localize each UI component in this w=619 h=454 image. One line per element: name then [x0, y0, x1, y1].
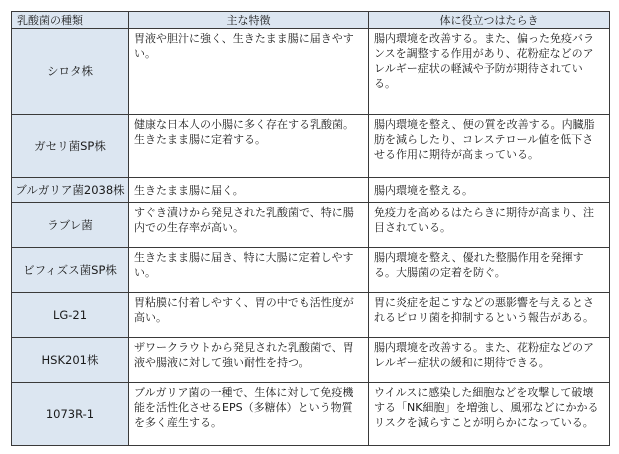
strain-effect: ウイルスに感染した細胞などを攻撃して破壊する「NK細胞」を増強し、風邪などにかかるリスクを減らすことが明らかになっている。 [369, 383, 610, 446]
table-row [12, 383, 610, 446]
table-wrapper [11, 11, 610, 446]
table-row [12, 338, 610, 383]
strain-feature: ブルガリア菌の一種で、生体に対して免疫機能を活性化させるEPS（多糖体）という物質を多く産生する。 [129, 383, 369, 446]
strain-name: シロタ株 [12, 29, 129, 115]
strain-name: ビフィズス菌SP株 [12, 248, 129, 293]
lactobacillus-table [11, 11, 610, 446]
strain-feature: 生きたまま腸に届き、特に大腸に定着しやすい。 [129, 248, 369, 293]
strain-effect: 胃に炎症を起こすなどの悪影響を与えるとされるピロリ菌を抑制するという報告がある。 [369, 293, 610, 338]
strain-feature: すぐき漬けから発見された乳酸菌で、特に腸内での生存率が高い。 [129, 203, 369, 248]
table-row [12, 178, 610, 203]
strain-feature: 健康な日本人の小腸に多く存在する乳酸菌。生きたまま腸に定着する。 [129, 115, 369, 178]
strain-name: HSK201株 [12, 338, 129, 383]
table-row [12, 248, 610, 293]
header-type: 乳酸菌の種類 [12, 12, 129, 29]
strain-name: ラブレ菌 [12, 203, 129, 248]
header-feature: 主な特徴 [129, 12, 369, 29]
header-row [12, 12, 610, 29]
strain-effect: 腸内環境を改善する。また、偏った免疫バランスを調整する作用があり、花粉症などのアレルギー症状の軽減や予防が期待されている。 [369, 29, 610, 115]
table-row [12, 203, 610, 248]
strain-effect: 免疫力を高めるはたらきに期待が高まり、注目されている。 [369, 203, 610, 248]
strain-effect: 腸内環境を整え、優れた整腸作用を発揮する。大腸菌の定着を防ぐ。 [369, 248, 610, 293]
strain-feature: 生きたまま腸に届く。 [129, 178, 369, 203]
strain-feature: ザワークラウトから発見された乳酸菌で、胃液や腸液に対して強い耐性を持つ。 [129, 338, 369, 383]
strain-feature: 胃粘膜に付着しやすく、胃の中でも活性度が高い。 [129, 293, 369, 338]
strain-name: ブルガリア菌2038株 [12, 178, 129, 203]
header-effect: 体に役立つはたらき [369, 12, 610, 29]
table-row [12, 293, 610, 338]
table-row [12, 115, 610, 178]
strain-effect: 腸内環境を整え、便の質を改善する。内臓脂肪を減らしたり、コレステロール値を低下させる作用に期待が高まっている。 [369, 115, 610, 178]
strain-effect: 腸内環境を改善する。また、花粉症などのアレルギー症状の緩和に期待できる。 [369, 338, 610, 383]
strain-name: ガセリ菌SP株 [12, 115, 129, 178]
strain-feature: 胃液や胆汁に強く、生きたまま腸に届きやすい。 [129, 29, 369, 115]
table-row [12, 29, 610, 115]
strain-effect: 腸内環境を整える。 [369, 178, 610, 203]
strain-name: 1073R-1 [12, 383, 129, 446]
strain-name: LG-21 [12, 293, 129, 338]
